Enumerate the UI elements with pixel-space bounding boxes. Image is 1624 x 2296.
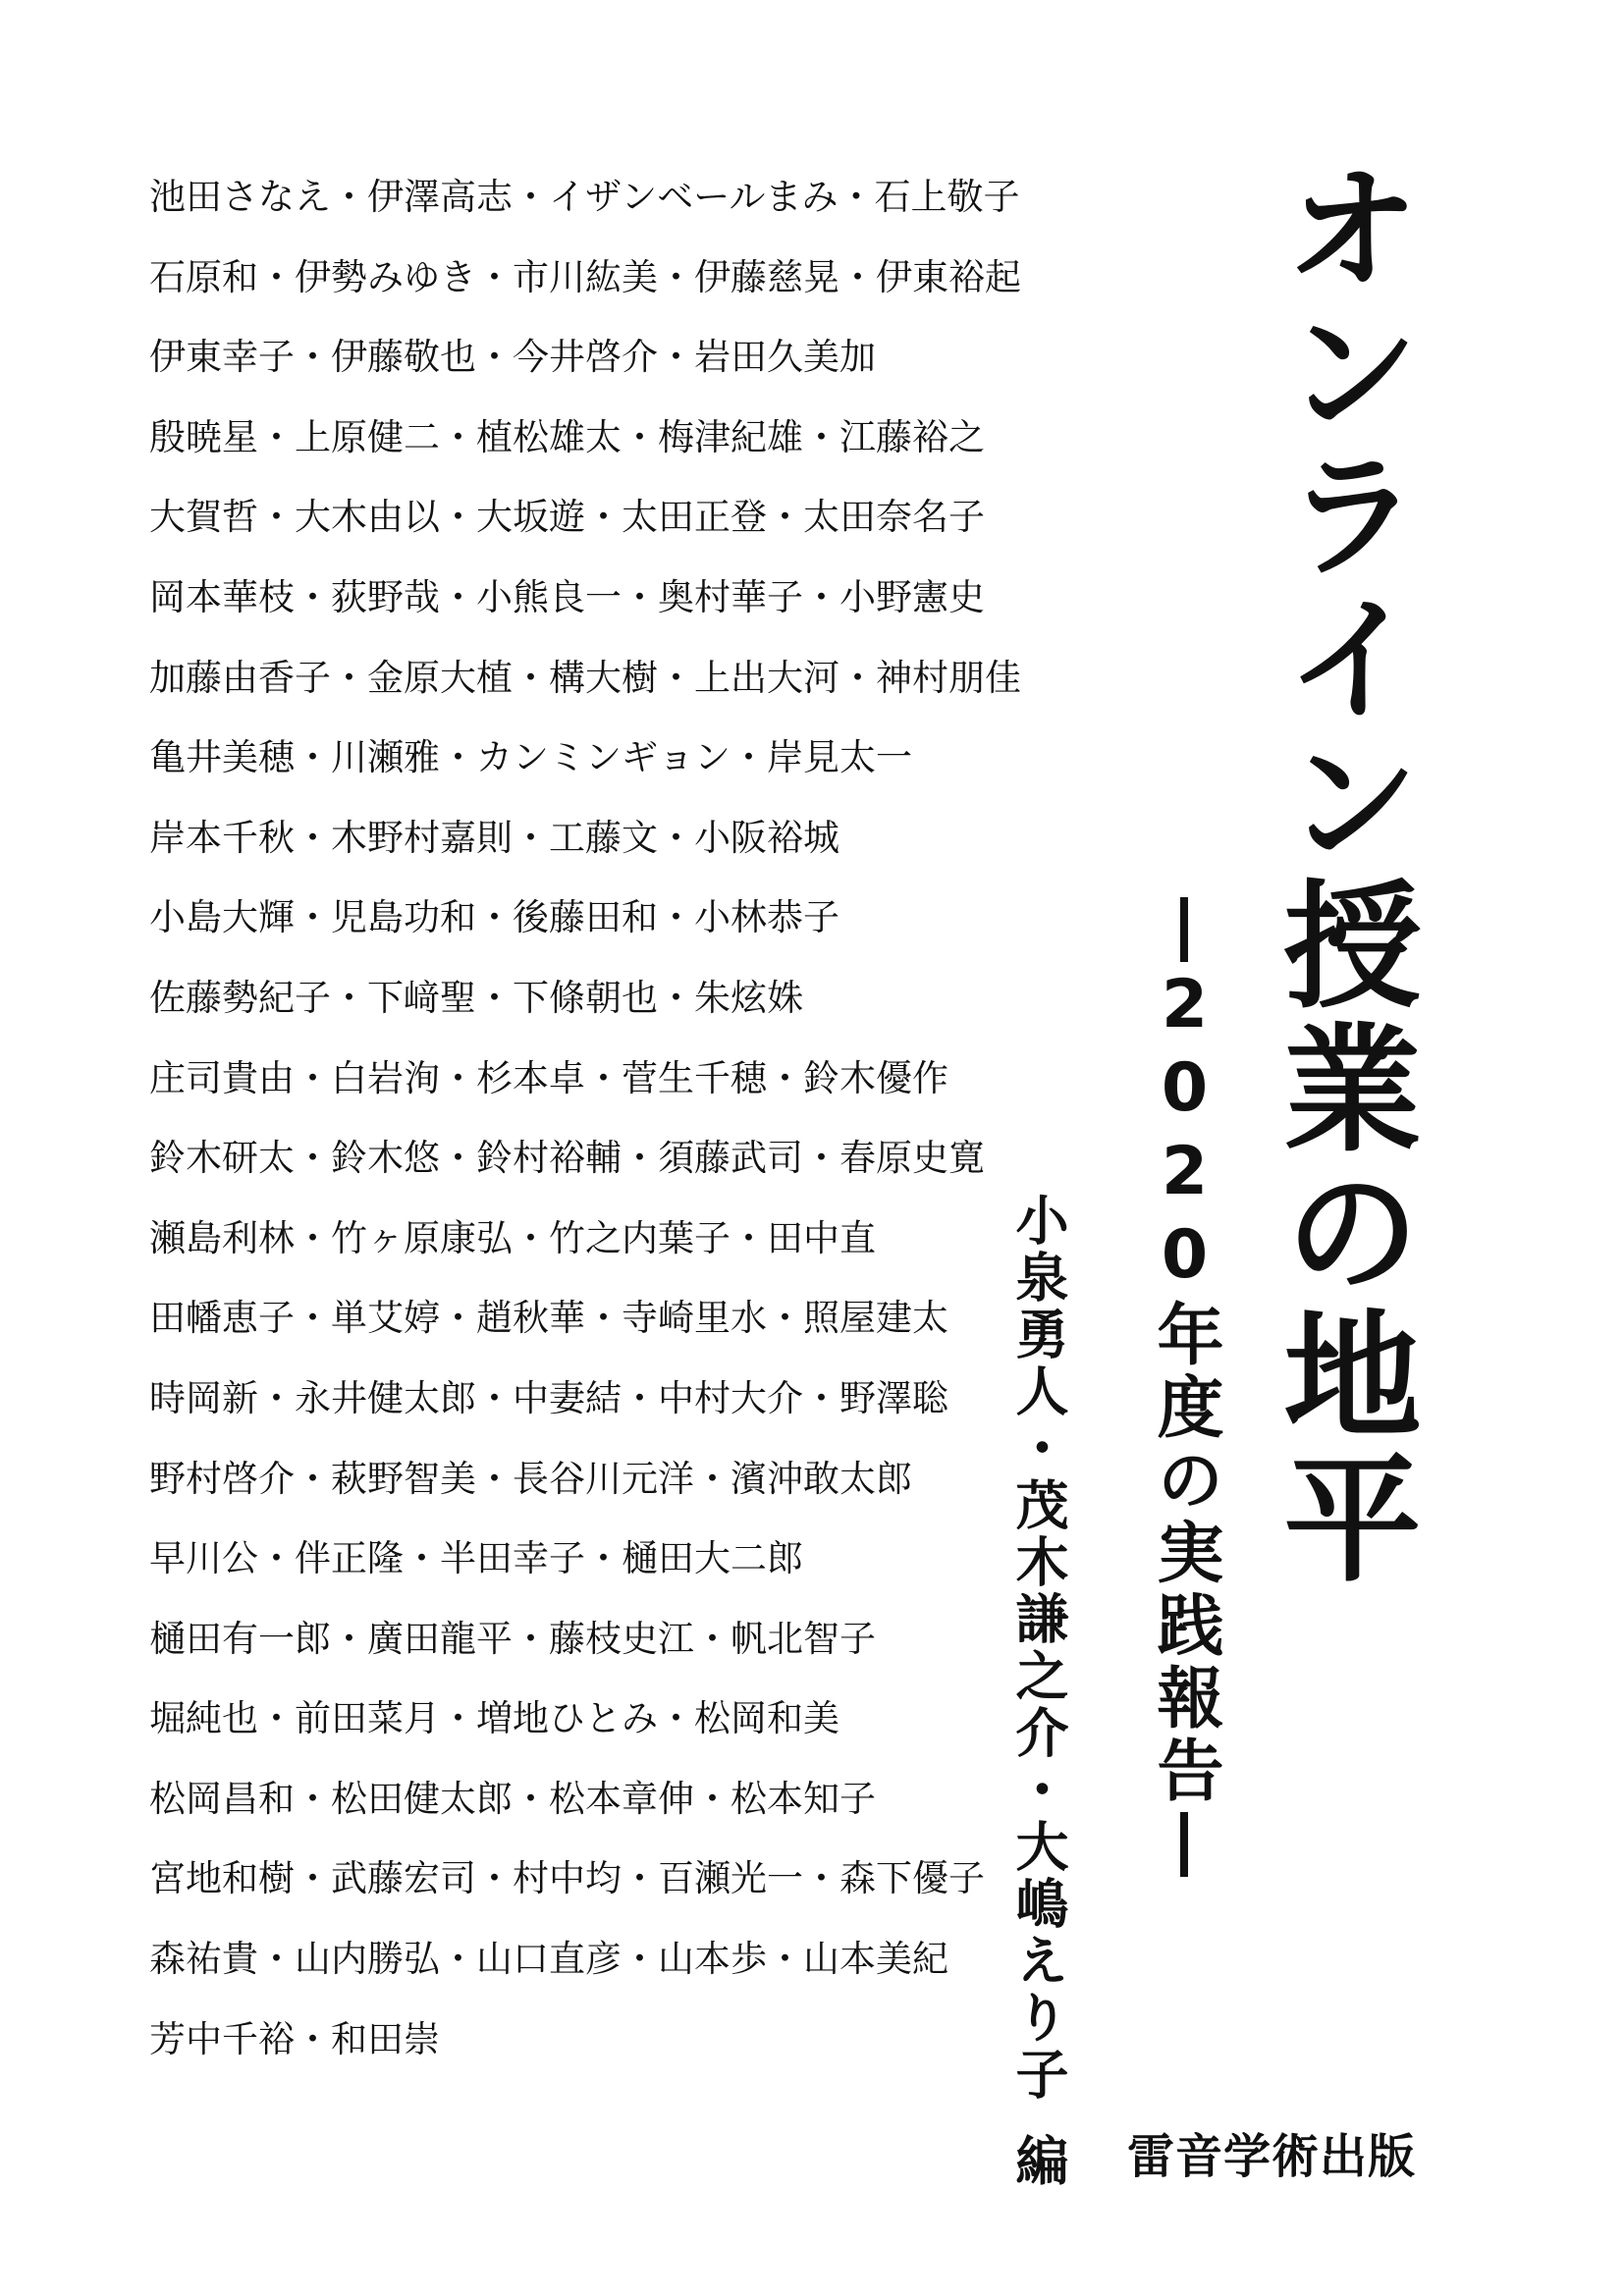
contributor-line: 岡本華枝・荻野哉・小熊良一・奥村華子・小野憲史	[149, 575, 985, 618]
contributor-line: 大賀哲・大木由以・大坂遊・太田正登・太田奈名子	[149, 496, 985, 539]
subtitle-dash-leading	[1180, 897, 1188, 962]
contributor-line: 松岡昌和・松田健太郎・松本章伸・松本知子	[149, 1777, 876, 1820]
publisher-name: 雷音学術出版	[1127, 2129, 1417, 2184]
contributor-line: 田幡恵子・単艾婷・趙秋華・寺崎里水・照屋建太	[149, 1297, 948, 1340]
contributor-line: 堀純也・前田菜月・増地ひとみ・松岡和美	[149, 1697, 839, 1740]
contributor-line: 野村啓介・萩野智美・長谷川元洋・濱沖敢太郎	[149, 1457, 912, 1500]
editor-names: 小泉勇人・茂木謙之介・大嶋えり子	[1007, 1193, 1069, 2104]
contributor-line: 樋田有一郎・廣田龍平・藤枝史江・帆北智子	[149, 1617, 876, 1660]
contributor-line: 伊東幸子・伊藤敬也・今井啓介・岩田久美加	[149, 336, 876, 379]
contributor-line: 石原和・伊勢みゆき・市川紘美・伊藤慈晃・伊東裕起	[149, 255, 1021, 298]
book-subtitle	[1146, 893, 1223, 1881]
editors-credit	[1007, 1193, 1069, 2190]
subtitle-dash-trailing	[1180, 1812, 1188, 1877]
contributor-line: 鈴木研太・鈴木悠・鈴村裕輔・須藤武司・春原史寛	[149, 1137, 985, 1180]
contributor-line: 時岡新・永井健太郎・中妻結・中村大介・野澤聡	[149, 1376, 948, 1419]
book-subtitle-text: 2020年度の実践報告	[1146, 966, 1223, 1808]
contributor-line: 早川公・伴正隆・半田幸子・樋田大二郎	[149, 1537, 803, 1580]
contributor-line: 殷暁星・上原健二・植松雄太・梅津紀雄・江藤裕之	[149, 415, 985, 458]
contributor-line: 佐藤勢紀子・下﨑聖・下條朝也・朱炫姝	[149, 976, 803, 1019]
contributor-line: 宮地和樹・武藤宏司・村中均・百瀬光一・森下優子	[149, 1857, 985, 1900]
editor-suffix: 編	[1007, 2133, 1069, 2190]
contributor-line: 瀬島利林・竹ヶ原康弘・竹之内葉子・田中直	[149, 1216, 876, 1259]
contributor-line: 亀井美穂・川瀬雅・カンミンギョン・岸見太一	[149, 736, 912, 779]
contributor-line: 加藤由香子・金原大植・構大樹・上出大河・神村朋佳	[149, 656, 1021, 699]
contributor-list	[149, 157, 1021, 2079]
contributor-line: 芳中千裕・和田崇	[149, 2017, 440, 2060]
contributor-line: 庄司貴由・白岩洵・杉本卓・菅生千穂・鈴木優作	[149, 1056, 948, 1099]
contributor-line: 森祐貴・山内勝弘・山口直彦・山本歩・山本美紀	[149, 1938, 948, 1981]
contributor-line: 岸本千秋・木野村嘉則・工藤文・小阪裕城	[149, 816, 839, 859]
book-title-text: オンライン授業の地平	[1261, 157, 1421, 1590]
contributor-line: 小島大輝・児島功和・後藤田和・小林恭子	[149, 896, 839, 939]
book-title	[1261, 157, 1421, 1590]
contributor-line: 池田さなえ・伊澤高志・イザンベールまみ・石上敬子	[149, 176, 1020, 218]
